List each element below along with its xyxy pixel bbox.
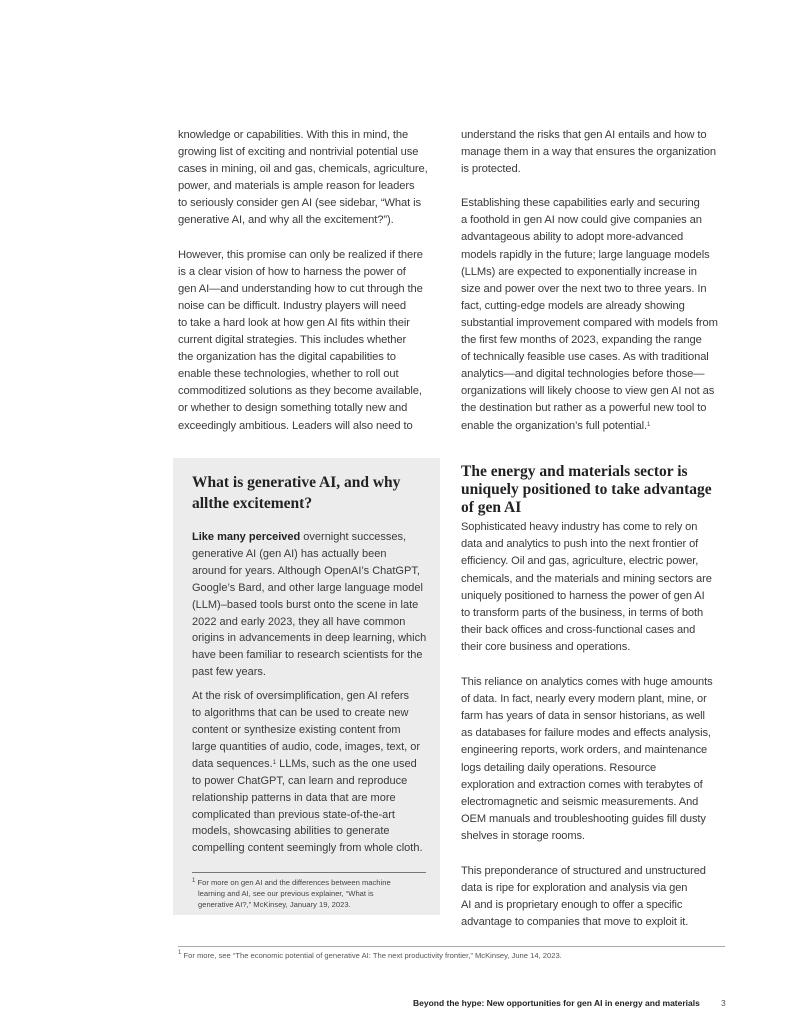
text-line <box>461 315 731 332</box>
text-line <box>461 760 736 777</box>
page-footnote <box>178 951 562 960</box>
text-line <box>461 605 736 622</box>
lead-in: Like many perceived <box>192 531 301 543</box>
footnote-ref[interactable]: 1 <box>272 759 277 766</box>
text-line <box>461 212 731 229</box>
text-line <box>461 481 712 499</box>
text: the destination but rather as a powerful new tool to <box>461 402 707 415</box>
text: have been familiar to research scientists for the <box>192 649 423 662</box>
text: origins in advancements in deep learning, which <box>192 632 427 645</box>
text-line <box>461 499 712 517</box>
text: the excitement? <box>208 495 313 512</box>
text: content or synthesize existing content from <box>192 723 401 736</box>
text: enable these technologies, whether to roll out <box>178 368 399 381</box>
text-line <box>192 705 426 722</box>
text-line <box>461 571 736 588</box>
text: electromagnetic and seismic measurements. And <box>461 796 699 809</box>
text: knowledge or capabilities. With this in mind, the <box>178 129 409 141</box>
text: fact, cutting-edge models are already showing <box>461 299 685 312</box>
text-line <box>461 281 731 298</box>
text-line <box>178 144 448 161</box>
text-line <box>192 739 426 756</box>
text-line <box>461 777 736 794</box>
text-line <box>192 563 426 580</box>
paragraph <box>192 688 426 756</box>
text-line <box>192 614 426 631</box>
paragraph <box>178 247 448 435</box>
text-line <box>461 863 736 880</box>
text-line <box>178 400 448 417</box>
text: generative AI, and why all the excitement?”). <box>178 214 394 227</box>
footnote-mark: 1 <box>192 878 196 884</box>
footnote-mark: 1 <box>178 950 182 956</box>
text: organizations will likely choose to view gen AI not as <box>461 385 715 398</box>
text-line <box>461 229 731 246</box>
footer-title: Beyond the hype: New opportunities for gen AI in energy and materials <box>413 998 700 1008</box>
text: the organization has the digital capabilities to <box>178 351 396 364</box>
text-line <box>461 914 736 931</box>
text-line <box>461 144 731 161</box>
text: exploration and extraction comes with terabytes of <box>461 778 703 791</box>
text-line <box>461 195 731 212</box>
text-line <box>461 880 736 897</box>
text: learning and AI, see our previous explainer, “What is <box>198 889 374 898</box>
text-line <box>461 897 736 914</box>
text: models rapidly in the future; large language models <box>461 248 710 261</box>
paragraph <box>192 546 426 681</box>
paragraph <box>461 127 731 178</box>
text-line <box>461 298 731 315</box>
text-line <box>461 742 736 759</box>
text-line <box>461 811 736 828</box>
text: advantage to companies that move to exploit it. <box>461 916 689 929</box>
text: This preponderance of structured and unstructured <box>461 864 706 877</box>
text: understand the risks that gen AI entails and how to <box>461 129 707 141</box>
text: OEM manuals and troubleshooting guides fill dusty <box>461 813 706 826</box>
sidebar-body <box>192 529 426 857</box>
text: analytics—and digital technologies before those— <box>461 368 705 381</box>
paragraph <box>178 127 448 230</box>
text-line <box>192 790 426 807</box>
text-line <box>178 366 448 383</box>
text-line <box>178 332 448 349</box>
text: generative AI (gen AI) has actually been <box>192 547 387 560</box>
text: overnight successes, <box>300 531 407 543</box>
text: What is generative AI, and why all <box>192 474 401 512</box>
text-line <box>192 647 426 664</box>
text: is a clear vision of how to harness the power of <box>178 265 406 278</box>
text-line <box>461 553 736 570</box>
paragraph <box>461 519 736 657</box>
text-line <box>192 664 426 681</box>
sidebar-title <box>192 472 440 514</box>
text: The energy and materials sector is <box>461 463 688 480</box>
text-line <box>461 708 736 725</box>
section-body <box>461 519 736 931</box>
text-line <box>461 400 731 417</box>
text-line <box>461 418 731 435</box>
text-line <box>461 247 731 264</box>
text: (LLM)–based tools burst onto the scene in late <box>192 598 419 611</box>
paragraph <box>461 195 731 434</box>
text: their core business and operations. <box>461 641 631 654</box>
text-line <box>461 349 731 366</box>
left-column <box>178 127 448 435</box>
text: to power ChatGPT, can learn and reproduce <box>192 774 408 787</box>
text-line <box>192 546 426 563</box>
text: data is ripe for exploration and analysis via gen <box>461 881 688 894</box>
text-line <box>461 725 736 742</box>
text: Google’s Bard, and other large language model <box>192 581 423 594</box>
text-line <box>461 674 736 691</box>
section-heading <box>461 463 712 517</box>
text: or whether to design something totally new and <box>178 402 408 415</box>
text: (LLMs) are expected to exponentially increase in <box>461 265 697 278</box>
text: compelling content seemingly from whole cloth. <box>192 842 423 855</box>
text: LLMs, such as the one used <box>276 757 417 770</box>
text-line <box>461 332 731 349</box>
text: AI and is proprietary enough to offer a specific <box>461 899 683 912</box>
text: efficiency. Oil and gas, agriculture, electric power, <box>461 555 699 568</box>
text: their back offices and cross-functional cases and <box>461 624 696 637</box>
text-line <box>461 366 731 383</box>
text: of data. In fact, nearly every modern plant, mine, or <box>461 692 707 705</box>
text: the first few months of 2023, expanding the range <box>461 334 702 347</box>
text-line <box>461 383 731 400</box>
text-line <box>178 298 448 315</box>
text: enable the organization’s full potential. <box>461 419 648 432</box>
text: Establishing these capabilities early and securing <box>461 197 700 210</box>
text: 2022 and early 2023, they all have common <box>192 615 406 628</box>
text: engineering reports, work orders, and maintenance <box>461 744 708 757</box>
text-line <box>208 495 312 512</box>
text: farm has years of data in sensor historians, as well <box>461 710 705 723</box>
text: gen AI—and understanding how to cut through the <box>178 282 423 295</box>
text-line <box>192 580 426 597</box>
text-line <box>461 794 736 811</box>
footnote-divider <box>178 946 725 947</box>
text: of gen AI <box>461 499 522 516</box>
sidebar-box <box>173 458 440 915</box>
text: of technically feasible use cases. As with traditional <box>461 351 709 364</box>
text: manage them in a way that ensures the organization <box>461 146 716 159</box>
text-line <box>178 195 448 212</box>
text-line <box>192 840 426 857</box>
text: data and analytics to push into the next frontier of <box>461 538 699 551</box>
text-line <box>461 161 731 178</box>
text: At the risk of oversimplification, gen AI refers <box>192 690 410 703</box>
text-line <box>192 722 426 739</box>
text: advantageous ability to adopt more-advanced <box>461 231 684 244</box>
text-line <box>461 519 736 536</box>
text-line <box>178 281 448 298</box>
footnote-text: For more, see “The economic potential of generative AI: The next productivity frontier,” McKinsey, June 14, 2023. <box>181 951 562 960</box>
text-line <box>178 247 448 264</box>
text: past few years. <box>192 666 266 679</box>
text-line <box>178 161 448 178</box>
footnote-ref[interactable]: 1 <box>647 421 651 428</box>
text-line <box>461 828 736 845</box>
text-line <box>461 463 712 481</box>
text: chemicals, and the materials and mining sectors are <box>461 572 712 585</box>
divider <box>192 872 426 873</box>
right-column <box>461 127 731 435</box>
text-line <box>192 773 426 790</box>
text: relationship patterns in data that are more <box>192 791 396 804</box>
text: uniquely positioned to take advantage <box>461 481 712 498</box>
text-line <box>178 349 448 366</box>
text: commoditized solutions as they become available, <box>178 385 422 398</box>
paragraph <box>192 773 426 858</box>
text-line <box>178 315 448 332</box>
text-line <box>178 264 448 281</box>
paragraph <box>461 863 736 932</box>
text: size and power over the next two to three years. In <box>461 282 707 295</box>
text: generative AI?,” McKinsey, January 19, 2023. <box>198 900 351 909</box>
text: as databases for failure modes and effects analysis, <box>461 727 711 740</box>
text-line <box>461 639 736 656</box>
text: is protected. <box>461 163 521 176</box>
page-number: 3 <box>721 998 726 1008</box>
text: exceedingly ambitious. Leaders will also need to <box>178 419 413 432</box>
text: For more on gen AI and the differences between machine <box>197 878 391 887</box>
text-line <box>461 264 731 281</box>
text-line <box>178 383 448 400</box>
text: to seriously consider gen AI (see sidebar, “What is <box>178 197 422 210</box>
text-line <box>192 807 426 824</box>
text: shelves in storage rooms. <box>461 830 585 843</box>
text: noise can be difficult. Industry players will need <box>178 299 406 312</box>
text: substantial improvement compared with models from <box>461 316 718 329</box>
text-line <box>192 597 426 614</box>
text: This reliance on analytics comes with huge amounts <box>461 675 713 688</box>
text: growing list of exciting and nontrivial potential use <box>178 146 419 159</box>
text: complicated than previous state-of-the-art <box>192 808 395 821</box>
text-line <box>178 178 448 195</box>
sidebar-footnote <box>192 877 391 910</box>
paragraph <box>461 674 736 846</box>
text: data sequences. <box>192 757 273 770</box>
text-line <box>192 688 426 705</box>
text-line <box>192 823 426 840</box>
text-line <box>461 588 736 605</box>
text: to take a hard look at how gen AI fits within their <box>178 316 410 329</box>
text: logs detailing daily operations. Resource <box>461 761 657 774</box>
text-line <box>461 127 731 144</box>
text: power, and materials is ample reason for leaders <box>178 180 415 193</box>
text: uniquely positioned to harness the power of gen AI <box>461 589 705 602</box>
text: cases in mining, oil and gas, chemicals, agriculture, <box>178 163 428 176</box>
text: Sophisticated heavy industry has come to rely on <box>461 521 698 533</box>
text: a foothold in gen AI now could give companies an <box>461 214 702 227</box>
text: models, showcasing abilities to generate <box>192 825 390 838</box>
text: around for years. Although OpenAI’s ChatGPT, <box>192 564 420 577</box>
text-line <box>461 536 736 553</box>
text-line <box>178 127 448 144</box>
text: to algorithms that can be used to create new <box>192 707 409 720</box>
text: current digital strategies. This includes whether <box>178 334 407 347</box>
text-line <box>461 691 736 708</box>
text-line <box>192 630 426 647</box>
text-line <box>461 622 736 639</box>
text-line <box>178 418 448 435</box>
text: However, this promise can only be realized if there <box>178 248 423 261</box>
text-line <box>178 212 448 229</box>
text: large quantities of audio, code, images, text, or <box>192 740 421 753</box>
text: to transform parts of the business, in terms of both <box>461 607 704 620</box>
